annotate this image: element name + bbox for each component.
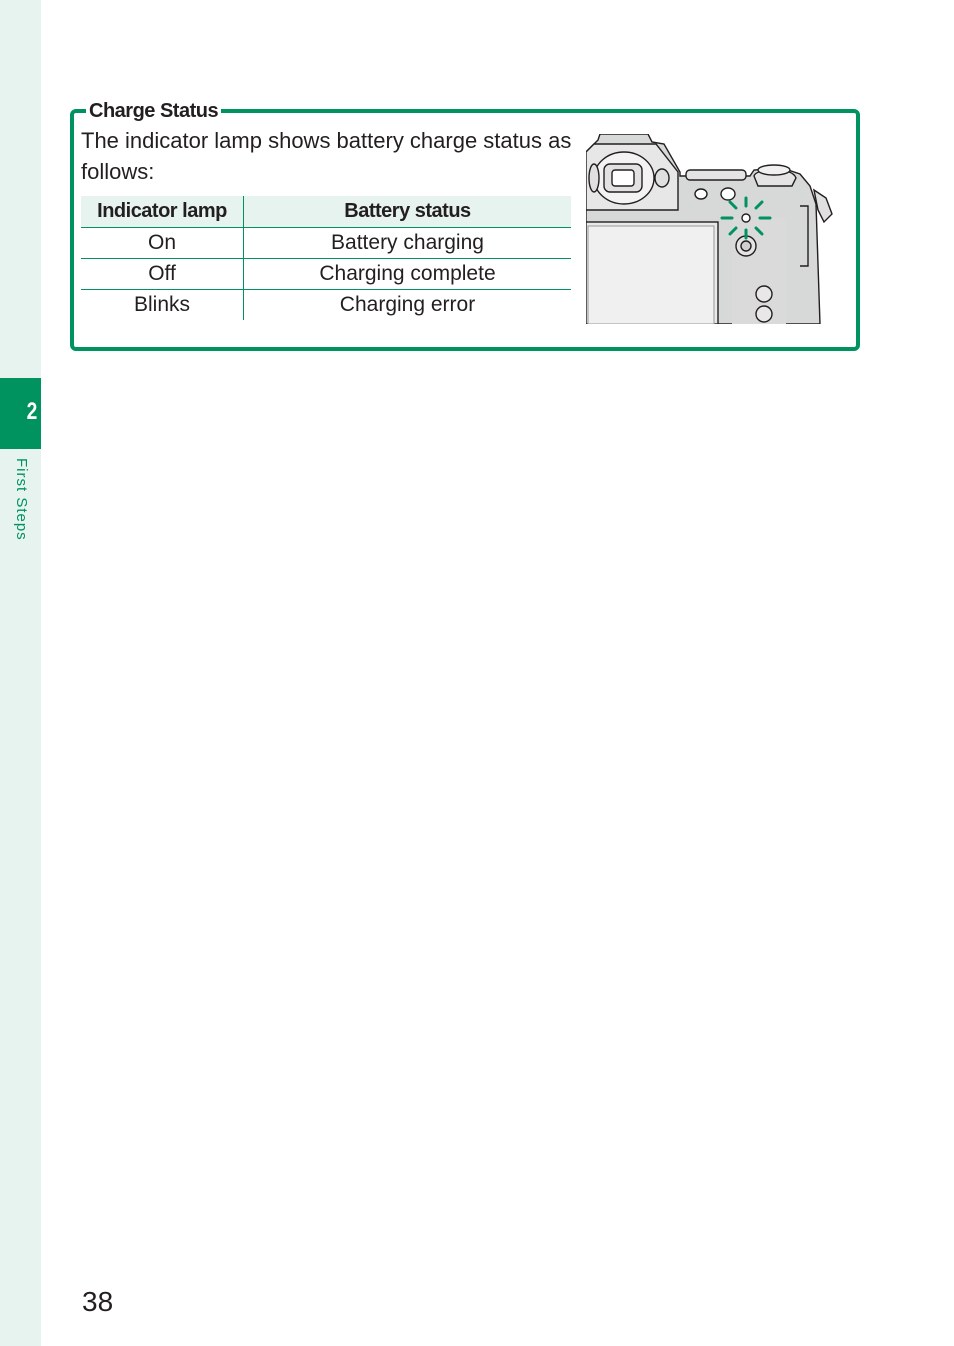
- chapter-tab: [0, 378, 41, 449]
- status-cell: Charging error: [339, 293, 476, 316]
- table-row: [81, 228, 571, 259]
- table-row: [81, 290, 571, 321]
- charge-status-table: [81, 196, 571, 320]
- camera-body: [586, 134, 836, 324]
- chapter-label: First Steps: [13, 458, 30, 541]
- lamp-cell: Blinks: [81, 290, 244, 321]
- status-cell: Charging complete: [244, 259, 572, 290]
- camera-indicator-lamp-illustration: [586, 134, 836, 324]
- status-cell: Battery charging: [244, 228, 572, 259]
- lamp-cell: Off: [81, 259, 244, 290]
- table-header-row: [81, 196, 571, 228]
- chapter-side-strip: [0, 0, 41, 1346]
- header-indicator-lamp: Indicator lamp: [81, 196, 244, 228]
- panel-title: Charge Status: [86, 97, 221, 125]
- page-number: 38: [82, 1286, 114, 1317]
- chapter-number: 2: [26, 398, 37, 425]
- intro-text: The indicator lamp shows battery charge status as follows:: [81, 128, 572, 184]
- header-battery-status: Battery status: [244, 196, 572, 228]
- lamp-cell: On: [81, 228, 244, 259]
- table-row: [81, 259, 571, 290]
